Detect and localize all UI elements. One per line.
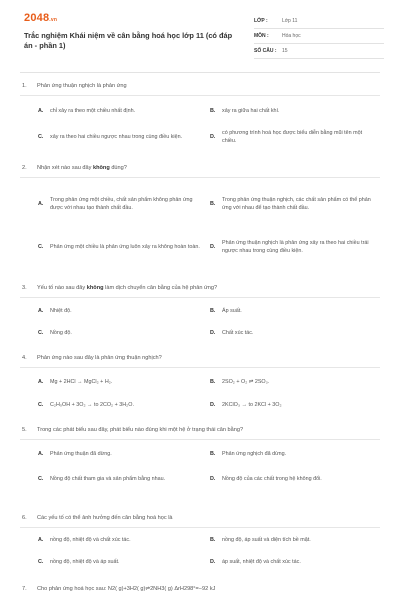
option-d[interactable]: D. Nồng độ của các chất trong hệ không đổi. [210, 476, 322, 482]
question-text: 1. Phản ứng thuận nghịch là phản ứng [22, 83, 127, 89]
option-d[interactable]: D. áp suất, nhiệt độ và chất xúc tác. [210, 559, 301, 565]
option-a[interactable]: A. Phản ứng thuận đã dừng. [38, 451, 112, 457]
question-divider [20, 177, 380, 178]
question-text: 4. Phản ứng nào sau đây là phản ứng thuận nghịch? [22, 355, 162, 361]
option-a[interactable]: A. Mg + 2HCl → MgCl₂ + H₂. [38, 379, 113, 385]
option-b[interactable]: B. Áp suất. [210, 308, 242, 314]
meta-label: SỐ CÂU : [254, 48, 277, 54]
question-4 [20, 352, 380, 424]
option-b[interactable]: B. nồng độ, áp suất và diện tích bề mặt. [210, 537, 311, 543]
question-divider [20, 95, 380, 96]
option-b[interactable]: B. Phản ứng nghịch đã dừng. [210, 451, 287, 457]
option-d[interactable]: D. Chất xúc tác. [210, 330, 254, 336]
option-c[interactable]: C. Phản ứng một chiều là phản ứng luôn xảy ra không hoàn toàn. [38, 244, 200, 250]
meta-value: Lớp 11 [282, 18, 298, 24]
option-c[interactable]: C. C₂H₅OH + 3O₂ → to 2CO₂ + 3H₂O. [38, 402, 134, 408]
option-a[interactable]: A. Nhiệt độ. [38, 308, 72, 314]
option-b[interactable]: B. 2SO₂ + O₂ ⇌ 2SO₃. [210, 379, 270, 385]
meta-row-grade [254, 14, 384, 29]
option-c[interactable]: C. Nồng độ. [38, 330, 72, 336]
question-divider [20, 527, 380, 528]
meta-value: Hóa học [282, 33, 301, 39]
document-header [24, 12, 380, 72]
question-1 [20, 80, 380, 162]
site-logo[interactable]: 2048.vn [24, 12, 58, 24]
meta-row-subject [254, 29, 384, 44]
meta-row-count [254, 44, 384, 59]
option-a[interactable]: A. chỉ xảy ra theo một chiều nhất định. [38, 108, 136, 114]
question-5 [20, 424, 380, 502]
option-d[interactable]: D. Phản ứng thuận nghịch là phản ứng xảy ra theo hai chiều trái ngược nhau trong cùng điều kiện. [210, 240, 369, 254]
meta-value: 15 [282, 48, 288, 54]
question-divider [20, 439, 380, 440]
question-divider [20, 297, 380, 298]
question-text: 7. Cho phản ứng hoá học sau: N2( g)+3H2( g)⇌2NH3( g) ΔrH298°=−92 kJ [22, 586, 216, 592]
meta-label: MÔN : [254, 33, 269, 39]
option-c[interactable]: C. Nồng độ chất tham gia và sản phẩm bằng nhau. [38, 476, 166, 482]
option-a[interactable]: A. nồng độ, nhiệt độ và chất xúc tác. [38, 537, 131, 543]
page-title: Trắc nghiệm Khái niệm về cân bằng hoá học lớp 11 (có đáp án - phần 1) [24, 31, 233, 50]
question-2 [20, 162, 380, 280]
question-3 [20, 282, 380, 354]
option-d[interactable]: D. có phương trình hoá học được biểu diễn bằng mũi tên một chiều. [210, 130, 363, 144]
question-text: 3. Yếu tố nào sau đây không làm dịch chuyển cân bằng của hệ phản ứng? [22, 285, 218, 291]
header-divider [20, 72, 380, 73]
question-text: 5. Trong các phát biểu sau đây, phát biểu nào đúng khi một hệ ở trạng thái cân bằng? [22, 427, 244, 433]
question-7 [20, 583, 380, 597]
option-a[interactable]: A. Trong phản ứng một chiều, chất sản phẩm không phản ứng được với nhau tạo thành chất đầu. [38, 197, 193, 211]
option-c[interactable]: C. nồng độ, nhiệt độ và áp suất. [38, 559, 120, 565]
question-6 [20, 512, 380, 576]
option-b[interactable]: B. xảy ra giữa hai chất khí. [210, 108, 280, 114]
question-text: 2. Nhận xét nào sau đây không đúng? [22, 165, 127, 171]
question-text: 6. Các yếu tố có thể ảnh hưởng đến cân bằng hoá học là [22, 515, 173, 521]
question-divider [20, 367, 380, 368]
option-c[interactable]: C. xảy ra theo hai chiều ngược nhau trong cùng điều kiện. [38, 134, 183, 140]
quiz-meta [254, 14, 384, 59]
option-d[interactable]: D. 2KClO₃ → to 2KCl + 3O₂ [210, 402, 282, 408]
meta-label: LỚP : [254, 18, 268, 24]
option-b[interactable]: B. Trong phản ứng thuận nghịch, các chất sản phẩm có thể phản ứng với nhau để tạo thành chất đầu. [210, 197, 371, 211]
